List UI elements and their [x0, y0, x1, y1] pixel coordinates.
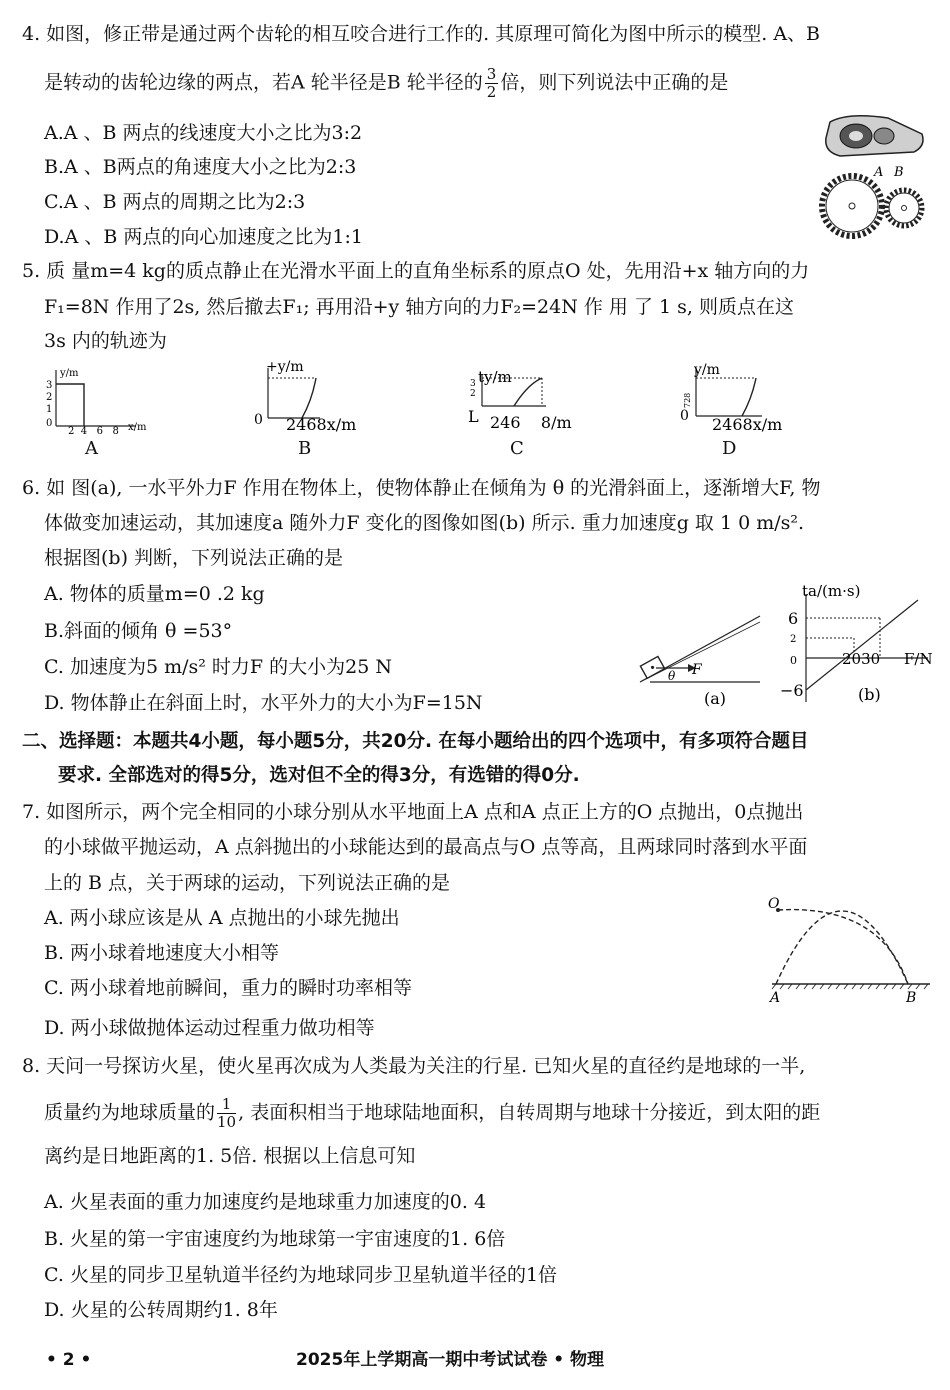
q6-figure-b-graph: [776, 580, 936, 710]
q6-stem-line3: 根据图(b) 判断，下列说法正确的是: [44, 547, 344, 569]
q6-option-d: D. 物体静止在斜面上时，水平外力的大小为F=15N: [44, 692, 483, 714]
gear-tape-figure: [818, 112, 936, 244]
svg-text:x/m: x/m: [128, 422, 147, 433]
svg-text:2030: 2030: [842, 650, 881, 668]
svg-text:y/m: y/m: [694, 362, 720, 378]
q5-label-d: D: [722, 438, 737, 459]
svg-text:246 8/m: 246 8/m: [490, 413, 572, 432]
svg-text:B: B: [906, 990, 917, 1006]
q4-option-b: B.A 、B两点的角速度大小之比为2:3: [44, 156, 357, 178]
q5-graph-b: [250, 358, 370, 438]
svg-text:0: 0: [46, 418, 53, 429]
svg-text:2: 2: [790, 634, 797, 645]
svg-text:y/m: y/m: [60, 368, 79, 379]
svg-text:(b): (b): [858, 685, 881, 704]
oblique-throw-path: [776, 911, 908, 984]
graph-a-trajectory: [56, 384, 84, 426]
svg-text:F/N: F/N: [904, 650, 933, 668]
q8-option-d: D. 火星的公转周期约1. 8年: [44, 1299, 278, 1321]
svg-text:2: 2: [46, 392, 53, 403]
q6-option-c: C. 加速度为5 m/s² 时力F 的大小为25 N: [44, 656, 392, 678]
q8-stem-line3: 离约是日地距离的1. 5倍. 根据以上信息可知: [44, 1145, 416, 1167]
section2-heading-line2: 要求. 全部选对的得5分，选对但不全的得3分，有选错的得0分.: [58, 765, 580, 786]
gear-b: [886, 190, 922, 226]
svg-text:F: F: [692, 662, 702, 678]
exam-title-footer: 2025年上学期高一期中考试试卷 • 物理: [296, 1350, 605, 1370]
q6-option-a: A. 物体的质量m=0 .2 kg: [44, 583, 265, 605]
svg-text:3: 3: [470, 379, 476, 389]
svg-text:0: 0: [680, 408, 689, 424]
graph-c-trajectory: [514, 378, 542, 406]
svg-text:2468x/m: 2468x/m: [712, 415, 783, 434]
q4-stem-line2: 是转动的齿轮边缘的两点，若A 轮半径是B 轮半径的 $\frac{3}{2}$ 倍，则下列说法中正确的是: [44, 65, 729, 101]
gear-a: [822, 176, 882, 236]
graph-b-trajectory: [302, 378, 316, 418]
q7-option-a: A. 两小球应该是从 A 点抛出的小球先抛出: [44, 907, 400, 929]
svg-text:728: 728: [683, 392, 692, 408]
svg-text:6: 6: [788, 609, 799, 628]
q5-stem-line2: F₁=8N 作用了2s, 然后撤去F₁; 再用沿+y 轴方向的力F₂=24N 作 用 了 1 s, 则质点在这: [44, 296, 794, 318]
svg-text:−6: −6: [780, 681, 804, 700]
q4-stem-line1: 4. 如图，修正带是通过两个齿轮的相互咬合进行工作的. 其原理可简化为图中所示的模型. A、B: [22, 23, 821, 45]
a-f-line: [806, 600, 918, 690]
svg-text:3: 3: [46, 380, 53, 391]
q5-label-c: C: [510, 438, 524, 459]
q5-graph-c: [462, 362, 582, 438]
svg-text:O: O: [768, 896, 780, 912]
q8-stem-line1: 8. 天问一号探访火星，使火星再次成为人类最为关注的行星. 已知火星的直径约是地球的一半,: [22, 1055, 806, 1077]
gear-label-b: B: [894, 165, 904, 180]
svg-text:ta/(m·s): ta/(m·s): [802, 582, 861, 600]
q5-stem-line1: 5. 质 量m=4 kg的质点静止在光滑水平面上的直角坐标系的原点O 处，先用沿+x 轴方向的力: [22, 260, 810, 282]
q6-option-b: B.斜面的倾角 θ =53°: [44, 620, 233, 642]
svg-text:2468x/m: 2468x/m: [286, 415, 357, 434]
svg-text:ty/m: ty/m: [478, 368, 512, 386]
block-on-incline: [640, 656, 664, 678]
q8-option-a: A. 火星表面的重力加速度约是地球重力加速度的0. 4: [44, 1191, 487, 1213]
section2-heading-line1: 二、选择题：本题共4小题，每小题5分，共20分. 在每小题给出的四个选项中，有多项符合题目: [22, 731, 809, 752]
q8-stem-line2: 质量约为地球质量的 $\frac{1}{10}$ , 表面积相当于地球陆地面积，自转周期与地球十分接近，到太阳的距: [44, 1095, 821, 1131]
correction-tape-photo: [826, 116, 923, 156]
q7-option-c: C. 两小球着地前瞬间，重力的瞬时功率相等: [44, 977, 412, 999]
q8-fraction: $\frac{1}{10}$: [217, 1095, 237, 1131]
svg-text:1: 1: [46, 404, 53, 415]
q4-option-c: C.A 、B 两点的周期之比为2:3: [44, 191, 306, 213]
svg-text:2: 2: [470, 389, 476, 399]
q6-stem-line1: 6. 如 图(a), 一水平外力F 作用在物体上，使物体静止在倾角为 θ 的光滑斜面上，逐渐增大F, 物: [22, 477, 821, 499]
q5-graph-d: [676, 358, 796, 438]
page-number: • 2 •: [46, 1350, 92, 1370]
q4-fraction: $\frac{3}{2}$: [486, 65, 497, 101]
q7-projectile-figure: [760, 896, 940, 1008]
q6-figure-a-incline: [636, 608, 768, 708]
q8-option-b: B. 火星的第一宇宙速度约为地球第一宇宙速度的1. 6倍: [44, 1228, 506, 1250]
svg-text:A: A: [770, 990, 781, 1006]
q7-option-b: B. 两小球着地速度大小相等: [44, 942, 280, 964]
q8-option-c: C. 火星的同步卫星轨道半径约为地球同步卫星轨道半径的1倍: [44, 1264, 558, 1286]
svg-text:θ: θ: [668, 669, 676, 683]
q7-stem-line2: 的小球做平抛运动，A 点斜抛出的小球能达到的最高点与O 点等高，且两球同时落到水平面: [44, 836, 808, 858]
gear-label-a: A: [874, 165, 884, 180]
svg-text:0: 0: [254, 412, 263, 428]
q7-option-d: D. 两小球做抛体运动过程重力做功相等: [44, 1017, 375, 1039]
q4-option-d: D.A 、B 两点的向心加速度之比为1:1: [44, 226, 363, 248]
svg-text:+y/m: +y/m: [266, 359, 304, 375]
svg-text:0: 0: [790, 654, 797, 667]
q5-graph-a: [40, 366, 160, 436]
q5-label-b: B: [298, 438, 312, 459]
graph-d-trajectory: [742, 378, 756, 416]
svg-text:(a): (a): [704, 689, 727, 708]
q7-stem-line1: 7. 如图所示，两个完全相同的小球分别从水平地面上A 点和A 点正上方的O 点抛出，0点抛出: [22, 801, 804, 823]
q5-label-a: A: [85, 438, 98, 459]
svg-text:L: L: [468, 407, 479, 426]
q6-stem-line2: 体做变加速运动，其加速度a 随外力F 变化的图像如图(b) 所示. 重力加速度g 取 1 0 m/s².: [44, 512, 805, 534]
q5-stem-line3: 3s 内的轨迹为: [44, 330, 167, 352]
q7-stem-line3: 上的 B 点，关于两球的运动，下列说法正确的是: [44, 872, 451, 894]
q4-option-a: A.A 、B 两点的线速度大小之比为3:2: [44, 122, 363, 144]
svg-text:2 4 6 8: 2 4 6 8: [68, 426, 119, 436]
